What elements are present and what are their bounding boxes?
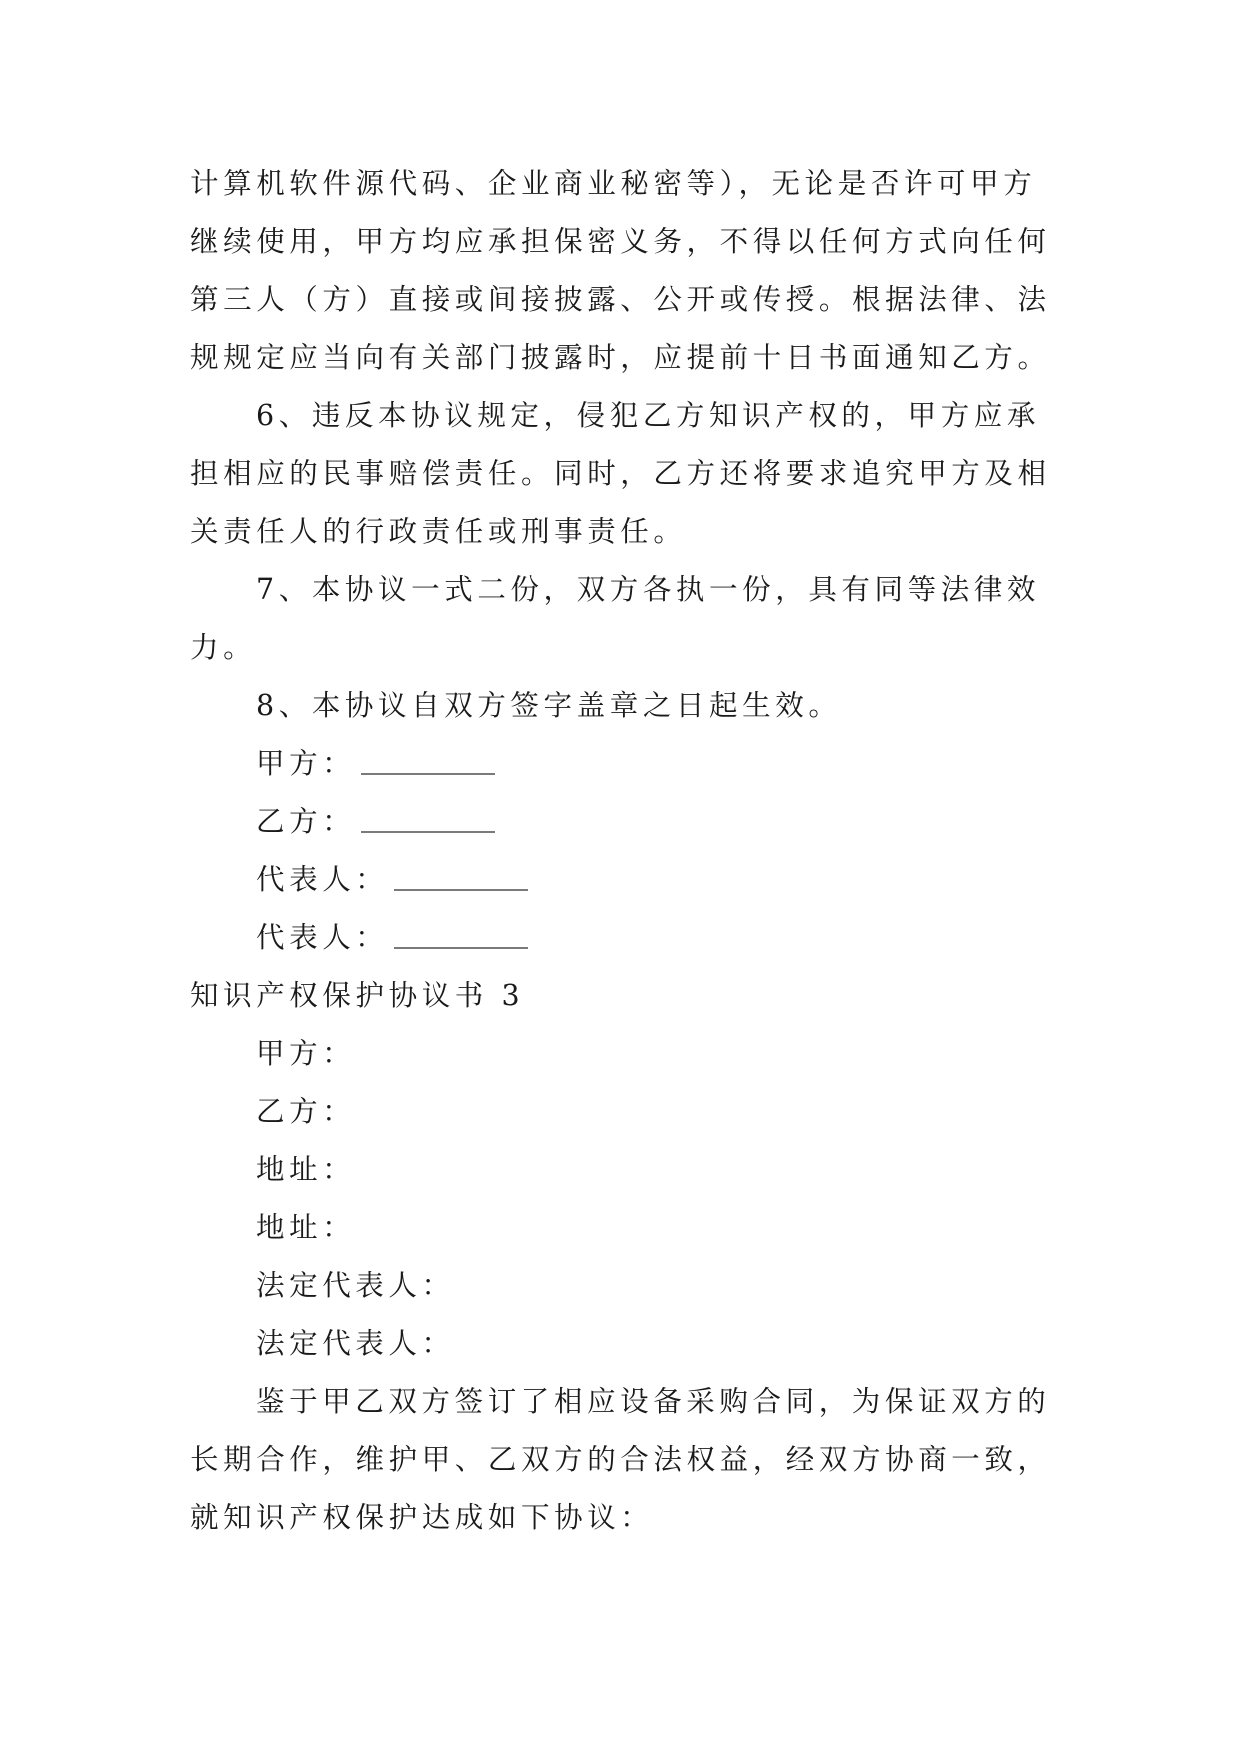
- signature-blank-line: [361, 773, 495, 775]
- clause-8-line: 8、本协议自双方签字盖章之日起生效。: [256, 689, 842, 722]
- clause-7-line: 7、本协议一式二份，双方各执一份，具有同等法律效: [256, 573, 1041, 606]
- signature-field-party-a: [190, 735, 1070, 793]
- signature-label: 甲方：: [256, 747, 356, 780]
- signature-blank-line: [361, 831, 495, 833]
- continuation-line: 第三人（方）直接或间接披露、公开或传授。根据法律、法: [190, 283, 1051, 316]
- preamble-line: 鉴于甲乙双方签订了相应设备采购合同，为保证双方的: [256, 1385, 1051, 1418]
- signature-label: 乙方：: [256, 805, 356, 838]
- clause-6-line: 担相应的民事赔偿责任。同时，乙方还将要求追究甲方及相: [190, 457, 1051, 490]
- preamble-line: 长期合作，维护甲、乙双方的合法权益，经双方协商一致，: [190, 1443, 1051, 1476]
- signature-blank-line: [394, 947, 528, 949]
- clause-6-line: 关责任人的行政责任或刑事责任。: [190, 515, 687, 548]
- continuation-line: 计算机软件源代码、企业商业秘密等），无论是否许可甲方: [190, 167, 1037, 200]
- signature-label: 代表人：: [256, 863, 389, 896]
- signature-blank-line: [394, 889, 528, 891]
- party-field: 地址：: [256, 1211, 356, 1244]
- party-field: 法定代表人：: [256, 1327, 455, 1360]
- party-field: 乙方：: [256, 1095, 356, 1128]
- continuation-line: 规规定应当向有关部门披露时，应提前十日书面通知乙方。: [190, 341, 1051, 374]
- document-body: [190, 155, 1070, 1547]
- signature-label: 代表人：: [256, 921, 389, 954]
- section-title: 知识产权保护协议书 3: [190, 979, 525, 1012]
- party-field: 甲方：: [256, 1037, 356, 1070]
- party-field: 地址：: [256, 1153, 356, 1186]
- signature-field-representative-b: [190, 909, 1070, 967]
- continuation-line: 继续使用，甲方均应承担保密义务，不得以任何方式向任何: [190, 225, 1051, 258]
- clause-6-line: 6、违反本协议规定，侵犯乙方知识产权的，甲方应承: [256, 399, 1041, 432]
- clause-7-line: 力。: [190, 631, 257, 664]
- party-field: 法定代表人：: [256, 1269, 455, 1302]
- preamble-line: 就知识产权保护达成如下协议：: [190, 1501, 654, 1534]
- signature-field-representative-a: [190, 851, 1070, 909]
- signature-field-party-b: [190, 793, 1070, 851]
